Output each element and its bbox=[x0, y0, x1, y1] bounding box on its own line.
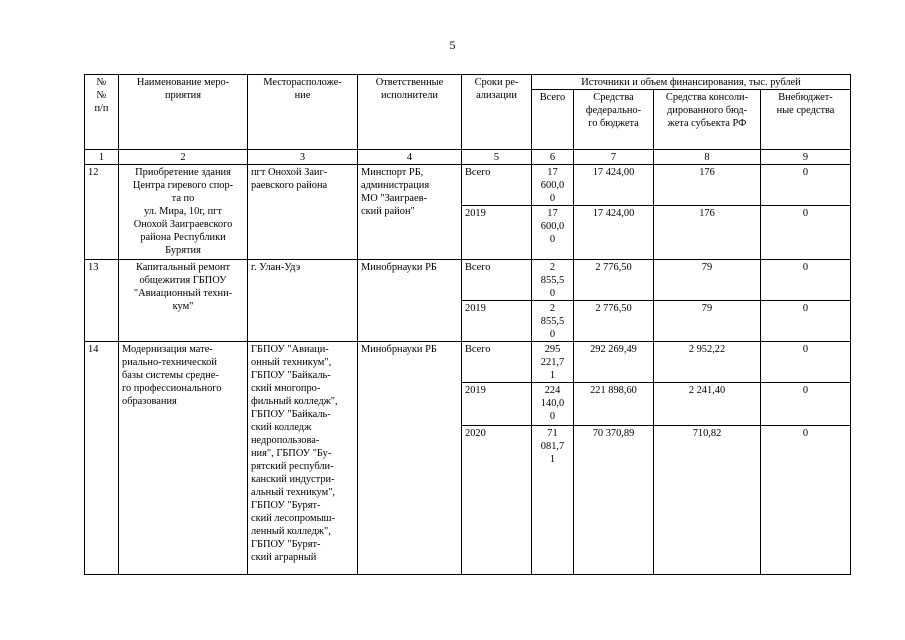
item-consolidated: 2 241,40 bbox=[654, 383, 761, 426]
header-offbudget: Внебюджет- ные средства bbox=[761, 90, 851, 150]
item-term: 2019 bbox=[462, 383, 532, 426]
item-consolidated: 79 bbox=[654, 260, 761, 301]
header-consolidated: Средства консоли- дированного бюд- жета субъекта РФ bbox=[654, 90, 761, 150]
item-consolidated: 2 952,22 bbox=[654, 342, 761, 383]
item-offbudget: 0 bbox=[761, 260, 851, 301]
item-consolidated: 79 bbox=[654, 301, 761, 342]
item-federal: 70 370,89 bbox=[574, 426, 654, 575]
item-name: Модернизация мате- риально-технической базы системы средне- го профессионального образования bbox=[119, 342, 248, 575]
item-num: 14 bbox=[85, 342, 119, 575]
item-federal: 2 776,50 bbox=[574, 260, 654, 301]
item-term: Всего bbox=[462, 342, 532, 383]
item-offbudget: 0 bbox=[761, 342, 851, 383]
item-term: 2020 bbox=[462, 426, 532, 575]
item-total: 224 140,0 0 bbox=[532, 383, 574, 426]
col-number: 8 bbox=[654, 150, 761, 165]
item-total: 17 600,0 0 bbox=[532, 206, 574, 260]
item-total: 2 855,5 0 bbox=[532, 301, 574, 342]
item-federal: 17 424,00 bbox=[574, 165, 654, 206]
item-total: 2 855,5 0 bbox=[532, 260, 574, 301]
item-offbudget: 0 bbox=[761, 165, 851, 206]
item-federal: 2 776,50 bbox=[574, 301, 654, 342]
header-terms: Сроки ре- ализации bbox=[462, 75, 532, 150]
item-total: 71 081,7 1 bbox=[532, 426, 574, 575]
header-location: Месторасположе- ние bbox=[248, 75, 358, 150]
item-offbudget: 0 bbox=[761, 383, 851, 426]
col-number: 7 bbox=[574, 150, 654, 165]
item-consolidated: 176 bbox=[654, 206, 761, 260]
item-name: Приобретение здания Центра гиревого спор- та по ул. Мира, 10г, пгт Онохой Заиграевского района Республики Бурятия bbox=[119, 165, 248, 260]
item-offbudget: 0 bbox=[761, 301, 851, 342]
item-name: Капитальный ремонт общежития ГБПОУ "Авиационный техни- кум" bbox=[119, 260, 248, 342]
header-federal: Средства федерально- го бюджета bbox=[574, 90, 654, 150]
item-term: 2019 bbox=[462, 301, 532, 342]
table-row bbox=[85, 260, 851, 301]
item-federal: 17 424,00 bbox=[574, 206, 654, 260]
item-num: 13 bbox=[85, 260, 119, 342]
header-name: Наименование меро- приятия bbox=[119, 75, 248, 150]
col-number: 5 bbox=[462, 150, 532, 165]
item-federal: 292 269,49 bbox=[574, 342, 654, 383]
col-number: 2 bbox=[119, 150, 248, 165]
item-total: 295 221,7 1 bbox=[532, 342, 574, 383]
item-location: г. Улан-Удэ bbox=[248, 260, 358, 342]
col-number: 9 bbox=[761, 150, 851, 165]
item-responsible: Минобрнауки РБ bbox=[358, 260, 462, 342]
col-number: 6 bbox=[532, 150, 574, 165]
item-term: Всего bbox=[462, 165, 532, 206]
table-row bbox=[85, 165, 851, 206]
item-offbudget: 0 bbox=[761, 206, 851, 260]
item-offbudget: 0 bbox=[761, 426, 851, 575]
header-total: Всего bbox=[532, 90, 574, 150]
item-federal: 221 898,60 bbox=[574, 383, 654, 426]
financing-table bbox=[84, 74, 851, 575]
item-num: 12 bbox=[85, 165, 119, 260]
item-total: 17 600,0 0 bbox=[532, 165, 574, 206]
header-responsible: Ответственные исполнители bbox=[358, 75, 462, 150]
col-number: 3 bbox=[248, 150, 358, 165]
col-number: 1 bbox=[85, 150, 119, 165]
item-responsible: Минспорт РБ, администрация МО "Заиграев- ский район" bbox=[358, 165, 462, 260]
header-sources: Источники и объем финансирования, тыс. рублей bbox=[532, 75, 851, 90]
item-term: 2019 bbox=[462, 206, 532, 260]
item-location: ГБПОУ "Авиаци- онный техникум", ГБПОУ "Байкаль- ский многопро- фильный колледж", ГБПОУ "Байкаль- ский колледж недропользова- ния", ГБПОУ "Бу- рятский республи- канский индустри- альный техникум", ГБПОУ "Бурят- ский лесопромыш- ленный колледж", ГБПОУ "Бурят- ский аграрный bbox=[248, 342, 358, 575]
item-consolidated: 176 bbox=[654, 165, 761, 206]
item-responsible: Минобрнауки РБ bbox=[358, 342, 462, 575]
item-location: пгт Онохой Заиг- раевского района bbox=[248, 165, 358, 260]
item-term: Всего bbox=[462, 260, 532, 301]
column-number-row bbox=[85, 150, 851, 165]
page-number: 5 bbox=[449, 38, 456, 52]
header-num: № № п/п bbox=[85, 75, 119, 150]
col-number: 4 bbox=[358, 150, 462, 165]
table-row bbox=[85, 342, 851, 383]
table-header-row bbox=[85, 75, 851, 90]
item-consolidated: 710,82 bbox=[654, 426, 761, 575]
